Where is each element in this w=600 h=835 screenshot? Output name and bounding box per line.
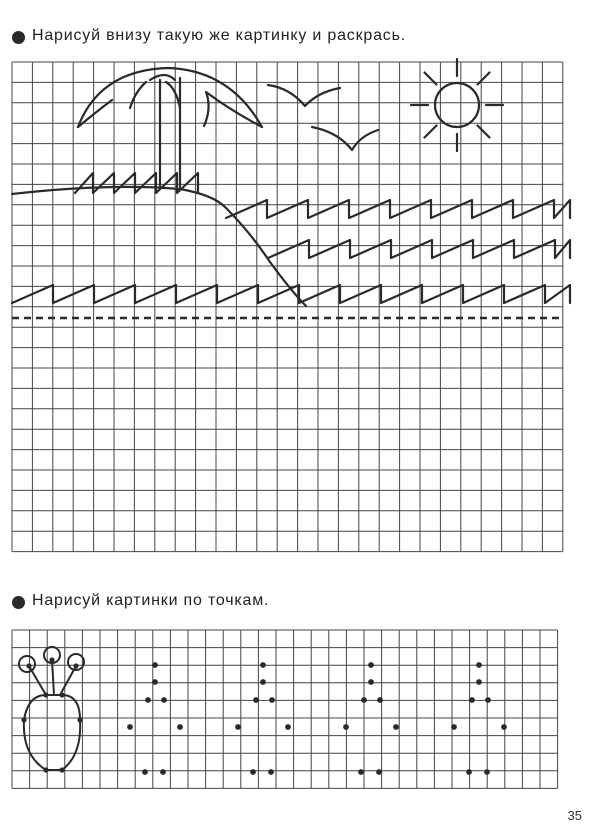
dot [476,662,482,668]
dot [368,662,374,668]
dot [160,769,166,775]
flower-1 [19,656,35,672]
seagull-bottom [312,127,378,150]
page-number: 35 [567,808,582,823]
dot [285,724,291,730]
dot [484,769,490,775]
sample-dot [21,717,26,722]
sample-dot [43,767,48,772]
palm-top [150,75,175,80]
dot [476,679,482,685]
dot [361,697,367,703]
sample-dot [26,663,31,668]
dot [145,697,151,703]
dot [358,769,364,775]
dot [451,724,457,730]
instruction-2-text: Нарисуй картинки по точкам. [32,592,270,609]
flower-vase-sample [19,647,84,773]
vase-outline [24,695,80,770]
dot [235,724,241,730]
dot [368,679,374,685]
dot [393,724,399,730]
sample-dot [59,692,64,697]
palm-tree [78,68,262,187]
dot [127,724,133,730]
palm-leaf-3 [166,82,180,108]
dot [152,679,158,685]
dot [343,724,349,730]
dot [268,769,274,775]
dot [376,769,382,775]
dot [177,724,183,730]
sun-ray [478,126,490,138]
dot [253,697,259,703]
dot [260,679,266,685]
sample-dot [59,767,64,772]
sample-picture [12,59,570,306]
dot [485,697,491,703]
dot [377,697,383,703]
sample-dot [43,692,48,697]
wave-row-2 [268,240,570,258]
dot [260,662,266,668]
palm-leaf-right [204,92,262,127]
dot [501,724,507,730]
dot [142,769,148,775]
dot [250,769,256,775]
sun-disc [435,83,479,127]
sample-dot [73,663,78,668]
palm-leaf-2 [130,82,146,108]
dot [469,697,475,703]
dot [466,769,472,775]
grid-bottom [12,630,558,788]
sun-ray [424,126,436,138]
dot [152,662,158,668]
sample-dot [49,657,54,662]
grid-top [12,62,563,552]
dot [269,697,275,703]
instruction-1-text: Нарисуй внизу такую же картинку и раскрась. [32,27,406,44]
sun [411,59,503,151]
sample-dot [77,717,82,722]
wave-row-3 [12,285,570,303]
dot [161,697,167,703]
